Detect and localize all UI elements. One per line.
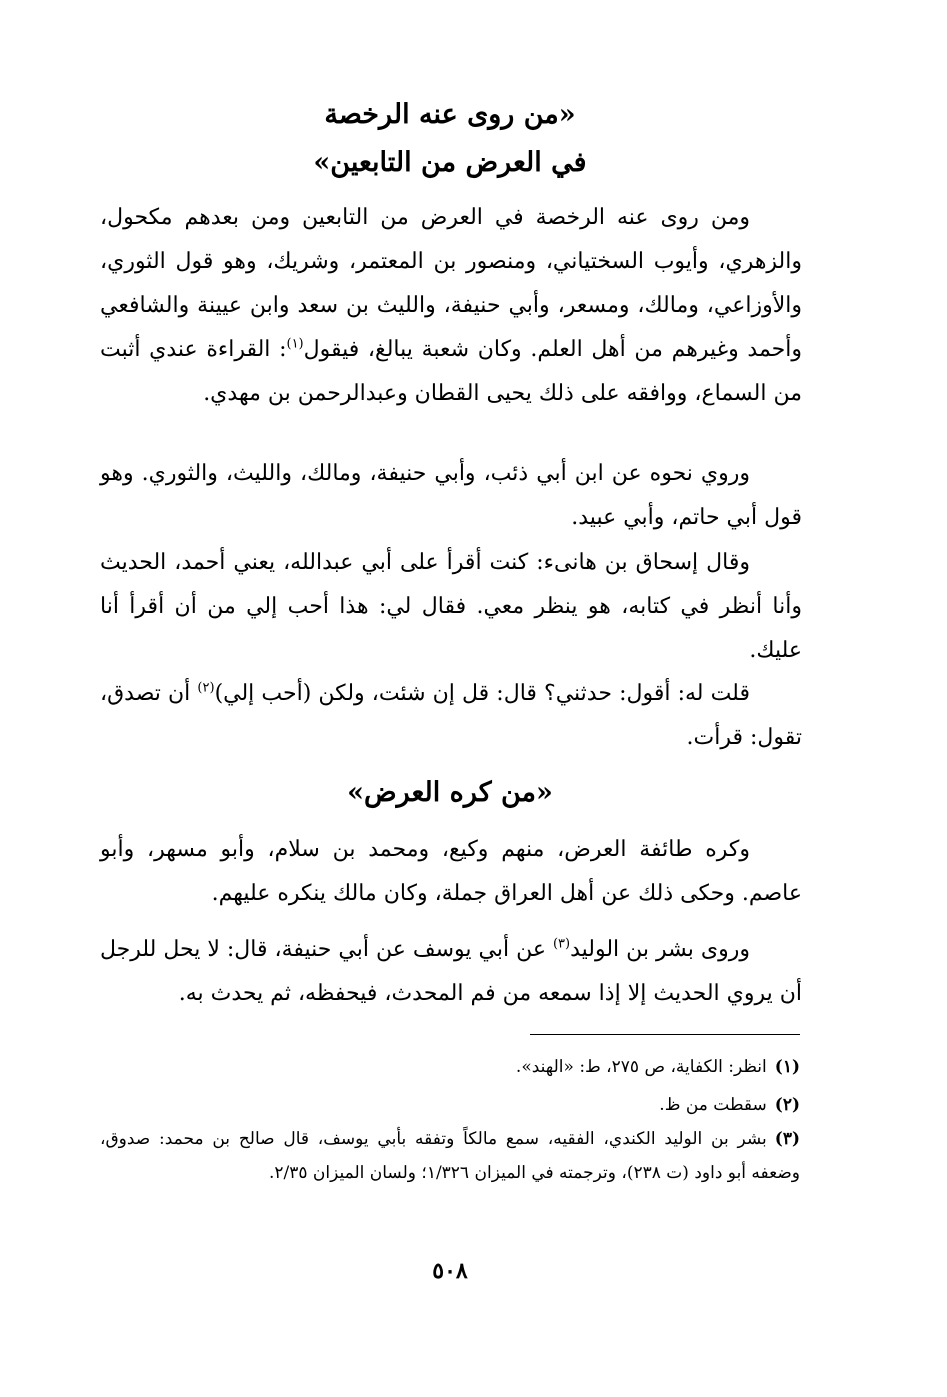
footnote-2-number: (٢) [774, 1095, 800, 1115]
footnote-2 [100, 1088, 800, 1122]
paragraph-5: وكره طائفة العرض، منهم وكيع، ومحمد بن سلام، وأبو مسهر، وأبو عاصم. وحكى ذلك عن أهل العراق جملة، وكان مالك ينكره عليهم. [100, 837, 802, 906]
footnote-ref-3: (٣) [552, 936, 571, 952]
section-title-line2: في العرض من التابعين» [313, 147, 587, 178]
footnote-separator [530, 1034, 800, 1035]
paragraph-3: وقال إسحاق بن هانىء: كنت أقرأ على أبي عبدالله، يعني أحمد، الحديث وأنا أنظر في كتابه، هو ينظر معي. فقال لي: هذا أحب إلي من أن أقرأ أنا عليك. [100, 550, 802, 663]
footnote-ref-1: (١) [286, 336, 304, 352]
paragraph-1 [100, 196, 802, 416]
paragraph-6-text-b: عن أبي يوسف عن أبي حنيفة، قال: لا يحل للرجل أن يروي الحديث إلا إذا سمعه من فم المحدث، فيحفظه، ثم يحدث به. [99, 937, 802, 1006]
paragraph-4-text-b: أن تصدق، تقول: قرأت. [100, 681, 802, 750]
footnote-3-number: (٣) [774, 1129, 800, 1149]
paragraph-1-text-b: : القراءة عندي أثبت من السماع، ووافقه على ذلك يحيى القطان وعبدالرحمن بن مهدي. [100, 337, 802, 406]
footnote-3 [100, 1122, 800, 1190]
footnote-1-text: انظر: الكفاية، ص ٢٧٥، ط: «الهند». [515, 1057, 767, 1077]
footnote-2-text: سقطت من ظ. [659, 1095, 767, 1115]
page-number: ٥٠٨ [432, 1258, 468, 1284]
paragraph-4 [100, 672, 802, 760]
paragraph-4-text-a: قلت له: أقول: حدثني؟ قال: قل إن شئت، ولكن (أحب إلي) [214, 681, 750, 706]
section-title-line1: «من روى عنه الرخصة [324, 99, 576, 130]
section-title-disliked: «من كره العرض» [347, 777, 553, 808]
footnote-1-number: (١) [774, 1057, 800, 1077]
paragraph-1-text-a: ومن روى عنه الرخصة في العرض من التابعين ومن بعدهم مكحول، والزهري، وأيوب السختياني، ومنصور بن المعتمر، وشريك، وهو قول الثوري، والأوزاعي، ومالك، ومسعر، وأبي حنيفة، والليث بن سعد وابن عيينة والشافعي وأحمد وغيرهم من أهل العلم. وكان شعبة يبالغ، فيقول [100, 205, 802, 362]
paragraph-2: وروي نحوه عن ابن أبي ذئب، وأبي حنيفة، ومالك، والليث، والثوري. وهو قول أبي حاتم، وأبي عبيد. [100, 461, 802, 530]
footnote-ref-2: (٢) [197, 680, 215, 696]
footnote-3-text: بشر بن الوليد الكندي، الفقيه، سمع مالكاً وتفقه بأبي يوسف، قال صالح بن محمد: صدوق، وضعفه أبو داود (ت ٢٣٨)، وترجمته في الميزان ١/٣٢٦؛ ولسان الميزان ٢/٣٥. [100, 1129, 800, 1183]
paragraph-6-text-a: وروى بشر بن الوليد [570, 937, 750, 962]
footnote-1 [100, 1050, 800, 1084]
paragraph-6 [100, 928, 802, 1016]
